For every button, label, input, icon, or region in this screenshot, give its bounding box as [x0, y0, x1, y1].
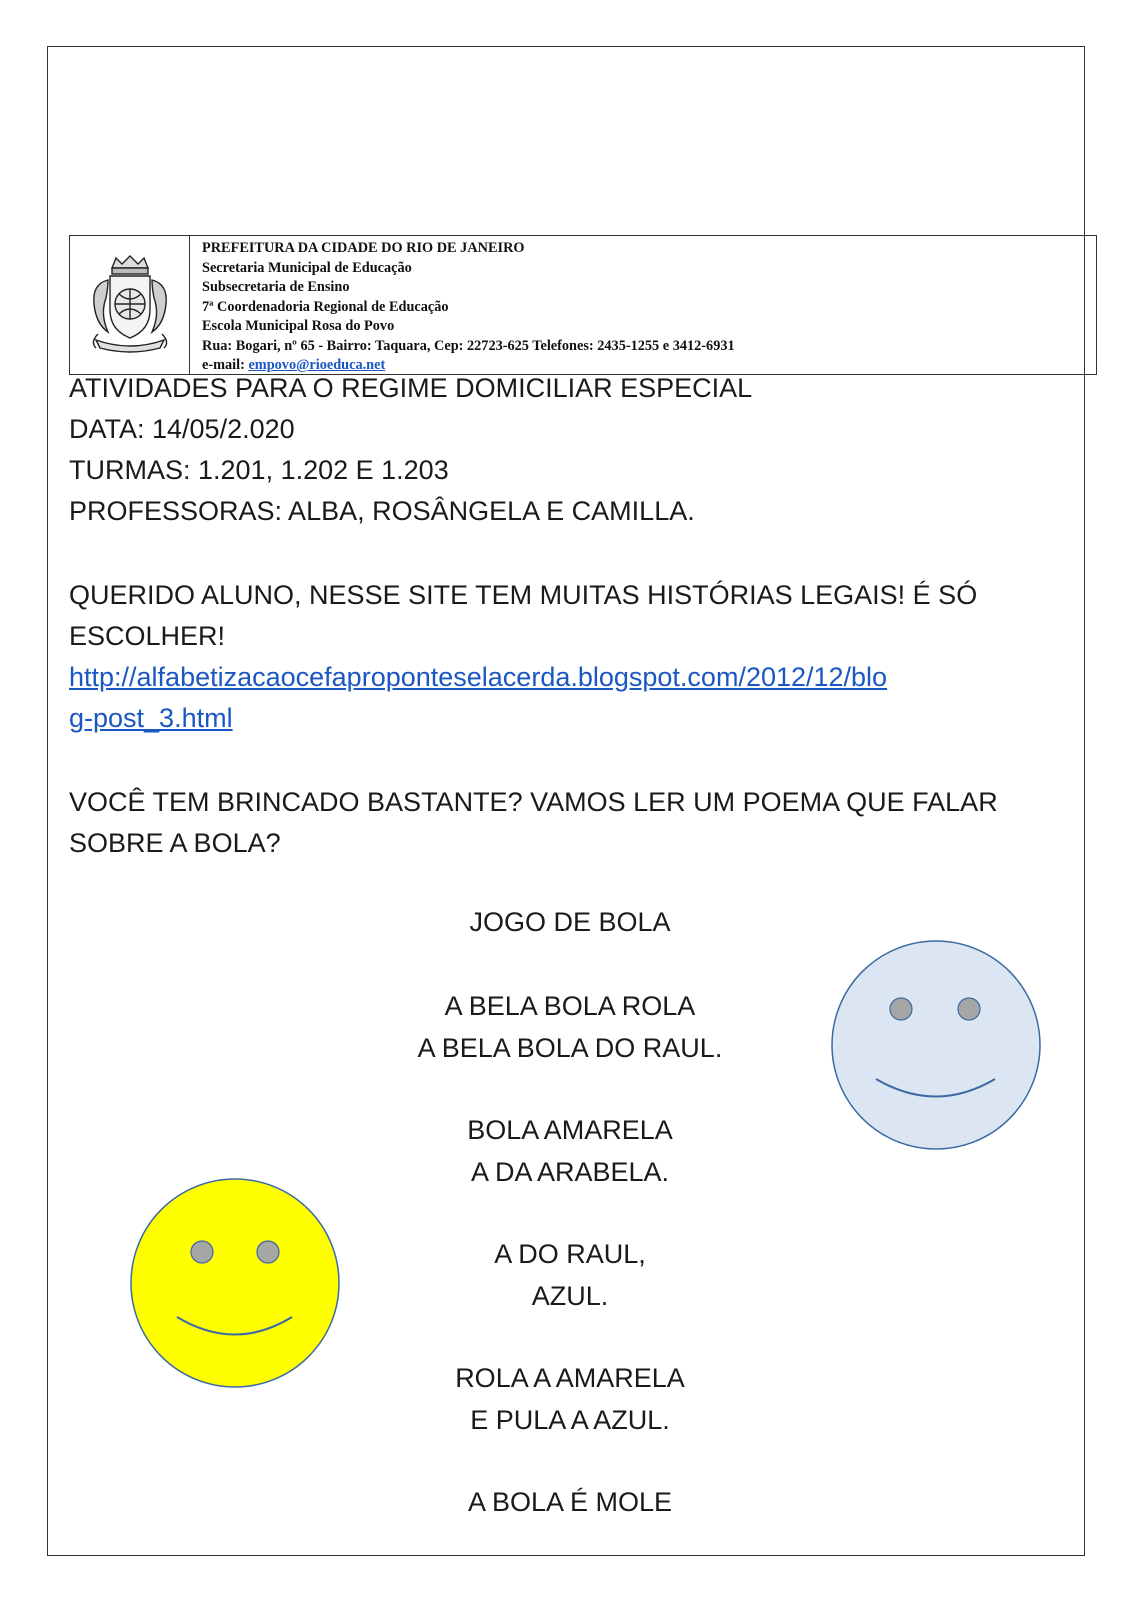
poem-title: JOGO DE BOLA — [469, 907, 671, 937]
school-name: Escola Municipal Rosa do Povo — [202, 318, 395, 334]
question-line-2: SOBRE A BOLA? — [69, 828, 281, 858]
email-label: e-mail: — [202, 357, 249, 373]
city-hall-name: PREFEITURA DA CIDADE DO RIO DE JANEIRO — [202, 240, 525, 256]
poem-line: A BOLA É MOLE — [467, 1487, 673, 1517]
activity-date: DATA: 14/05/2.020 — [69, 414, 295, 444]
poem-line: A DO RAUL, — [494, 1239, 646, 1269]
city-coat-of-arms-icon — [78, 254, 182, 354]
subsecretariat-name: Subsecretaria de Ensino — [202, 279, 350, 295]
poem-question — [69, 782, 998, 864]
activity-teachers: PROFESSORAS: ALBA, ROSÂNGELA E CAMILLA. — [69, 496, 695, 526]
story-site-link-continued[interactable]: g-post_3.html — [69, 703, 233, 733]
intro-paragraph — [69, 575, 977, 739]
poem-line: A BELA BOLA DO RAUL. — [417, 1033, 723, 1063]
letterhead-text — [202, 239, 735, 376]
letterhead — [69, 235, 1097, 375]
coordination-name: 7ª Coordenadoria Regional de Educação — [202, 298, 449, 315]
activity-header — [69, 368, 752, 532]
school-address: Rua: Bogari, nº 65 - Bairro: Taquara, Cep: 22723-625 Telefones: 2435-1255 e 3412-6931 — [202, 337, 735, 354]
poem-line: A DA ARABELA. — [470, 1157, 670, 1187]
question-line-1: VOCÊ TEM BRINCADO BASTANTE? VAMOS LER UM POEMA QUE FALAR — [69, 787, 998, 817]
blue-smiley-face-icon — [830, 939, 1042, 1151]
yellow-smiley-face-icon — [129, 1177, 341, 1389]
poem-line: AZUL. — [531, 1281, 609, 1311]
poem-line: A BELA BOLA ROLA — [444, 991, 696, 1021]
intro-line-1: QUERIDO ALUNO, NESSE SITE TEM MUITAS HISTÓRIAS LEGAIS! É SÓ — [69, 580, 978, 610]
poem-line: ROLA A AMARELA — [455, 1363, 685, 1393]
crest-cell — [70, 236, 190, 374]
intro-line-2: ESCOLHER! — [69, 621, 226, 651]
activity-title: ATIVIDADES PARA O REGIME DOMICILIAR ESPECIAL — [69, 373, 753, 403]
poem-line: BOLA AMARELA — [467, 1115, 673, 1145]
poem-line: E PULA A AZUL. — [470, 1405, 670, 1435]
poem — [300, 901, 840, 1523]
email-link[interactable]: empovo@rioeduca.net — [248, 357, 386, 373]
story-site-link[interactable]: http://alfabetizacaocefapropontеselacerda.blogspot.com/2012/12/blo — [69, 662, 888, 692]
activity-classes: TURMAS: 1.201, 1.202 E 1.203 — [69, 455, 449, 485]
secretariat-name: Secretaria Municipal de Educação — [202, 259, 412, 276]
